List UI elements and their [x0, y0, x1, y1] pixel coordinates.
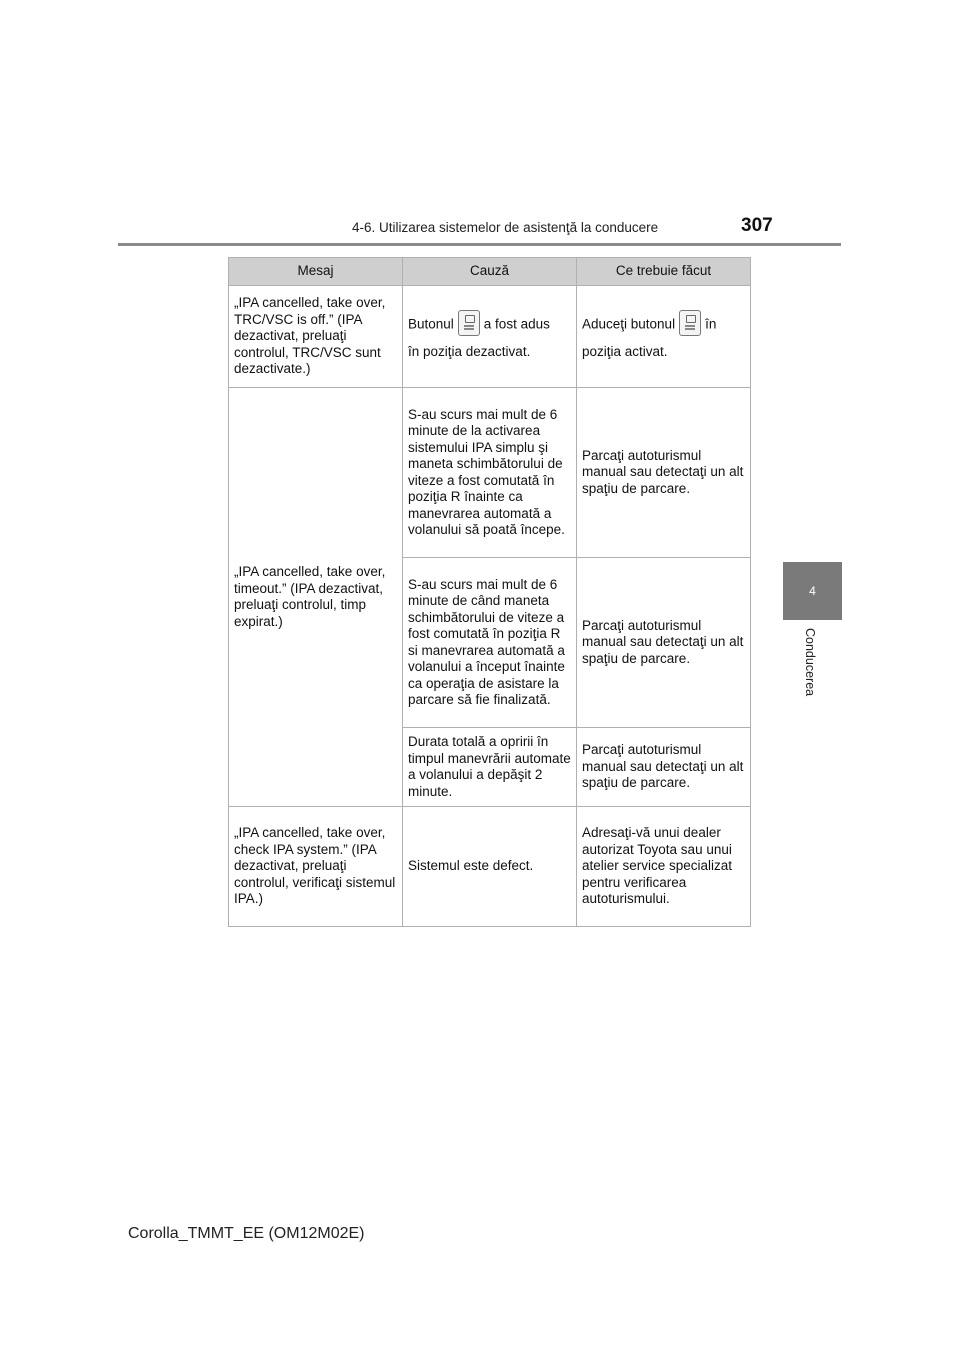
chapter-label: Conducerea — [803, 628, 817, 697]
chapter-tab — [783, 562, 842, 620]
action-cell — [577, 286, 751, 388]
action-text: poziţia activat. — [582, 344, 668, 360]
cause-text: Butonul — [408, 316, 454, 332]
header-divider — [118, 243, 841, 246]
cause-cell: Sistemul este defect. — [403, 807, 577, 927]
table-row — [229, 388, 751, 558]
chapter-number: 4 — [809, 584, 816, 598]
trc-vsc-off-button-icon — [679, 310, 701, 336]
page-number: 307 — [741, 215, 773, 236]
message-cell: „IPA cancelled, take over, TRC/VSC is off.” (IPA dezactivat, preluaţi controlul, TRC/VSC sunt dezactivate.) — [229, 286, 403, 388]
cause-cell — [403, 286, 577, 388]
message-cell: „IPA cancelled, take over, timeout.” (IPA dezactivat, preluaţi controlul, timp expirat.) — [229, 388, 403, 807]
table-header-row — [229, 258, 751, 286]
section-title: 4-6. Utilizarea sistemelor de asistenţă la conducere — [352, 220, 659, 235]
cause-text: în poziţia dezactivat. — [408, 344, 531, 360]
cause-cell: S-au scurs mai mult de 6 minute de la activarea sistemului IPA simplu şi maneta schimbătorului de viteze a fost comutată în poziţia R înainte ca manevrarea automată a volanului să poată începe. — [403, 388, 577, 558]
column-header-cause: Cauză — [403, 258, 577, 286]
message-table — [228, 257, 751, 927]
table-row — [229, 807, 751, 927]
column-header-action: Ce trebuie făcut — [577, 258, 751, 286]
action-cell: Adresaţi-vă unui dealer autorizat Toyota sau unui atelier service specializat pentru verificarea autoturismului. — [577, 807, 751, 927]
table-row — [229, 286, 751, 388]
action-cell: Parcaţi autoturismul manual sau detectaţi un alt spaţiu de parcare. — [577, 388, 751, 558]
message-cell: „IPA cancelled, take over, check IPA system.” (IPA dezactivat, preluaţi controlul, verificaţi sistemul IPA.) — [229, 807, 403, 927]
action-text: în — [705, 316, 717, 332]
trc-vsc-off-button-icon — [458, 310, 480, 336]
cause-cell: Durata totală a opririi în timpul manevrării automate a volanului a depăşit 2 minute. — [403, 728, 577, 807]
column-header-message: Mesaj — [229, 258, 403, 286]
footer-model: Corolla_TMMT_EE (OM12M02E) — [128, 1225, 365, 1242]
cause-text: a fost adus — [483, 316, 550, 332]
action-cell: Parcaţi autoturismul manual sau detectaţi un alt spaţiu de parcare. — [577, 728, 751, 807]
action-text: Aduceţi butonul — [582, 316, 676, 332]
cause-cell: S-au scurs mai mult de 6 minute de când maneta schimbătorului de viteze a fost comutată în poziţia R si manevrarea automată a volanului a început înainte ca operaţia de asistare la parcare să fie finalizată. — [403, 558, 577, 728]
action-cell: Parcaţi autoturismul manual sau detectaţi un alt spaţiu de parcare. — [577, 558, 751, 728]
